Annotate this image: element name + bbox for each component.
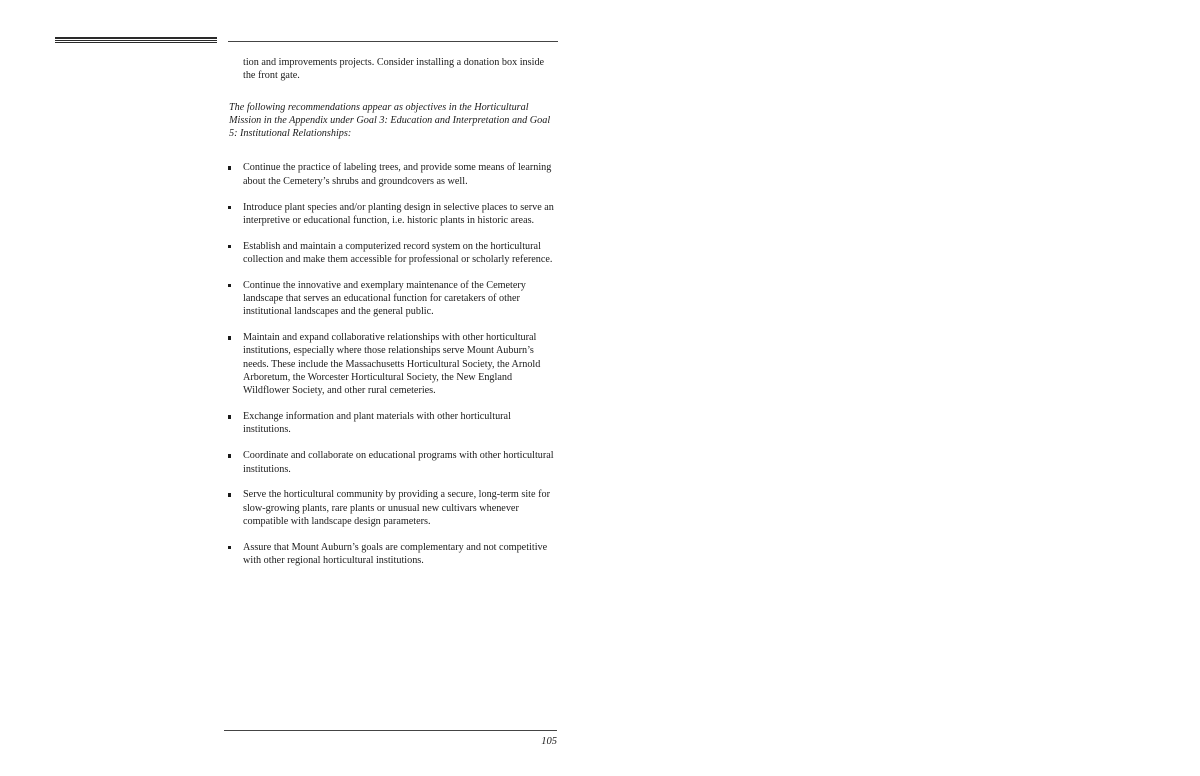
list-item-text: Exchange information and plant materials with other horticultural institutions. [243,411,511,436]
page-number: 105 [541,736,557,747]
bullet-square-icon [228,284,231,287]
list-item [229,279,559,319]
header-rule-line [55,42,217,43]
list-item-text: Serve the horticultural community by providing a secure, long-term site for slow-growing plants, rare plants or unusual new cultivars whenever compatible with landscape design parameters. [243,489,550,527]
list-item-text: Introduce plant species and/or planting design in selective places to serve an interpretive or educational function, i.e. historic plants in historic areas. [243,201,554,226]
header-rule-line [55,37,217,39]
bullet-square-icon [228,206,231,209]
footer-rule [224,730,557,731]
bullet-square-icon [228,454,231,457]
list-item [229,201,559,228]
list-item-text: Continue the practice of labeling trees, and provide some means of learning about the Cemetery’s shrubs and groundcovers as well. [243,162,552,187]
list-item [229,541,559,568]
continuation-paragraph: tion and improvements projects. Consider installing a donation box inside the front gate. [243,57,545,82]
text-column [229,56,569,580]
bullet-square-icon [228,166,231,169]
list-item [229,488,559,528]
list-item [229,161,559,188]
list-item-text: Coordinate and collaborate on educational programs with other horticultural institutions. [243,450,554,475]
intro-paragraph: The following recommendations appear as objectives in the Horticultural Mission in the Appendix under Goal 3: Education and Interpretation and Goal 5: Institutional Relationships: [229,101,551,140]
bullet-square-icon [228,415,231,418]
list-item [229,240,559,267]
list-item [229,331,559,397]
list-item [229,410,559,437]
header-rule-line [55,40,217,41]
bullet-square-icon [228,245,231,248]
list-item [229,449,559,476]
recommendations-list [229,161,569,567]
header-rule-triple [55,37,217,43]
bullet-square-icon [228,336,231,339]
list-item-text: Establish and maintain a computerized record system on the horticultural collection and make them accessible for professional or scholarly reference. [243,240,553,265]
list-item-text: Assure that Mount Auburn’s goals are complementary and not competitive with other regional horticultural institutions. [243,541,548,567]
list-item-text: Continue the innovative and exemplary maintenance of the Cemetery landscape that serves an educational function for caretakers of other institutional landscapes and the general public. [243,279,526,318]
bullet-square-icon [228,493,231,496]
header-rule-single [228,41,558,42]
list-item-text: Maintain and expand collaborative relationships with other horticultural institutions, especially where those relationships serve Mount Auburn’s needs. These include the Massachusetts Horticultural Society, the Arnold Arboretum, the Worcester Horticultural Society, the New England Wildflower Society, and other rural cemeteries. [243,332,541,397]
bullet-square-icon [228,546,231,549]
